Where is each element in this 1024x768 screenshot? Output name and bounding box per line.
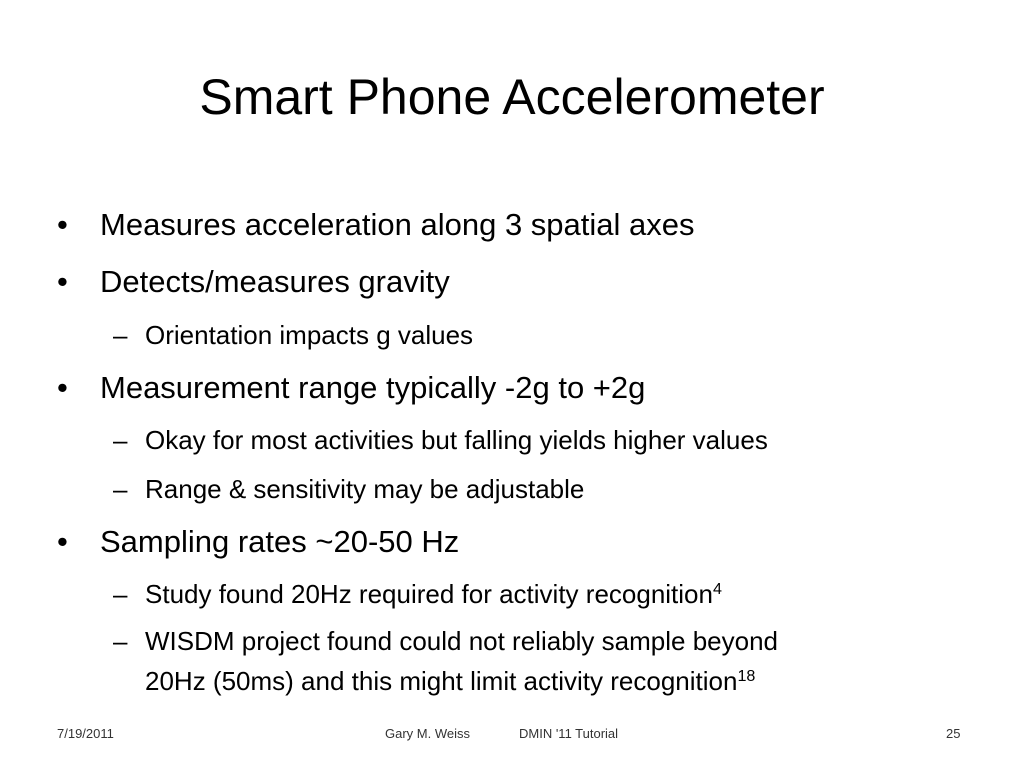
bullet-marker: • [57, 264, 68, 299]
dash-marker: – [113, 579, 128, 609]
sub-bullet-text-line2-main: 20Hz (50ms) and this might limit activity recognition [145, 666, 738, 696]
bullet-text: Sampling rates ~20-50 Hz [100, 524, 460, 559]
bullet-text: Measures acceleration along 3 spatial axes [100, 207, 695, 242]
bullet-marker: • [57, 524, 68, 559]
dash-marker: – [113, 474, 128, 504]
sub-bullet-text: Okay for most activities but falling yields higher values [145, 425, 768, 455]
sub-bullet-text-line2 [145, 664, 755, 698]
dash-marker: – [113, 425, 128, 455]
slide-title: Smart Phone Accelerometer [199, 69, 825, 125]
footer-author: Gary M. Weiss [385, 726, 470, 741]
citation-superscript: 4 [712, 580, 722, 599]
dash-marker: – [113, 626, 128, 656]
bullet-marker: • [57, 370, 68, 405]
footer-event: DMIN '11 Tutorial [519, 726, 619, 741]
bullet-marker: • [57, 207, 68, 242]
bullet-text: Detects/measures gravity [100, 264, 450, 299]
citation-superscript: 18 [737, 667, 756, 686]
dash-marker: – [113, 320, 128, 350]
sub-bullet-text: Orientation impacts g values [145, 320, 474, 350]
sub-bullet-text-line1: WISDM project found could not reliably sample beyond [145, 626, 778, 656]
bullet-text: Measurement range typically -2g to +2g [100, 370, 646, 405]
slide-number: 25 [946, 726, 961, 741]
sub-bullet-text-main: Study found 20Hz required for activity recognition [145, 579, 713, 609]
sub-bullet-text: Range & sensitivity may be adjustable [145, 474, 585, 504]
sub-bullet-text [145, 577, 722, 611]
footer-date: 7/19/2011 [57, 726, 114, 741]
